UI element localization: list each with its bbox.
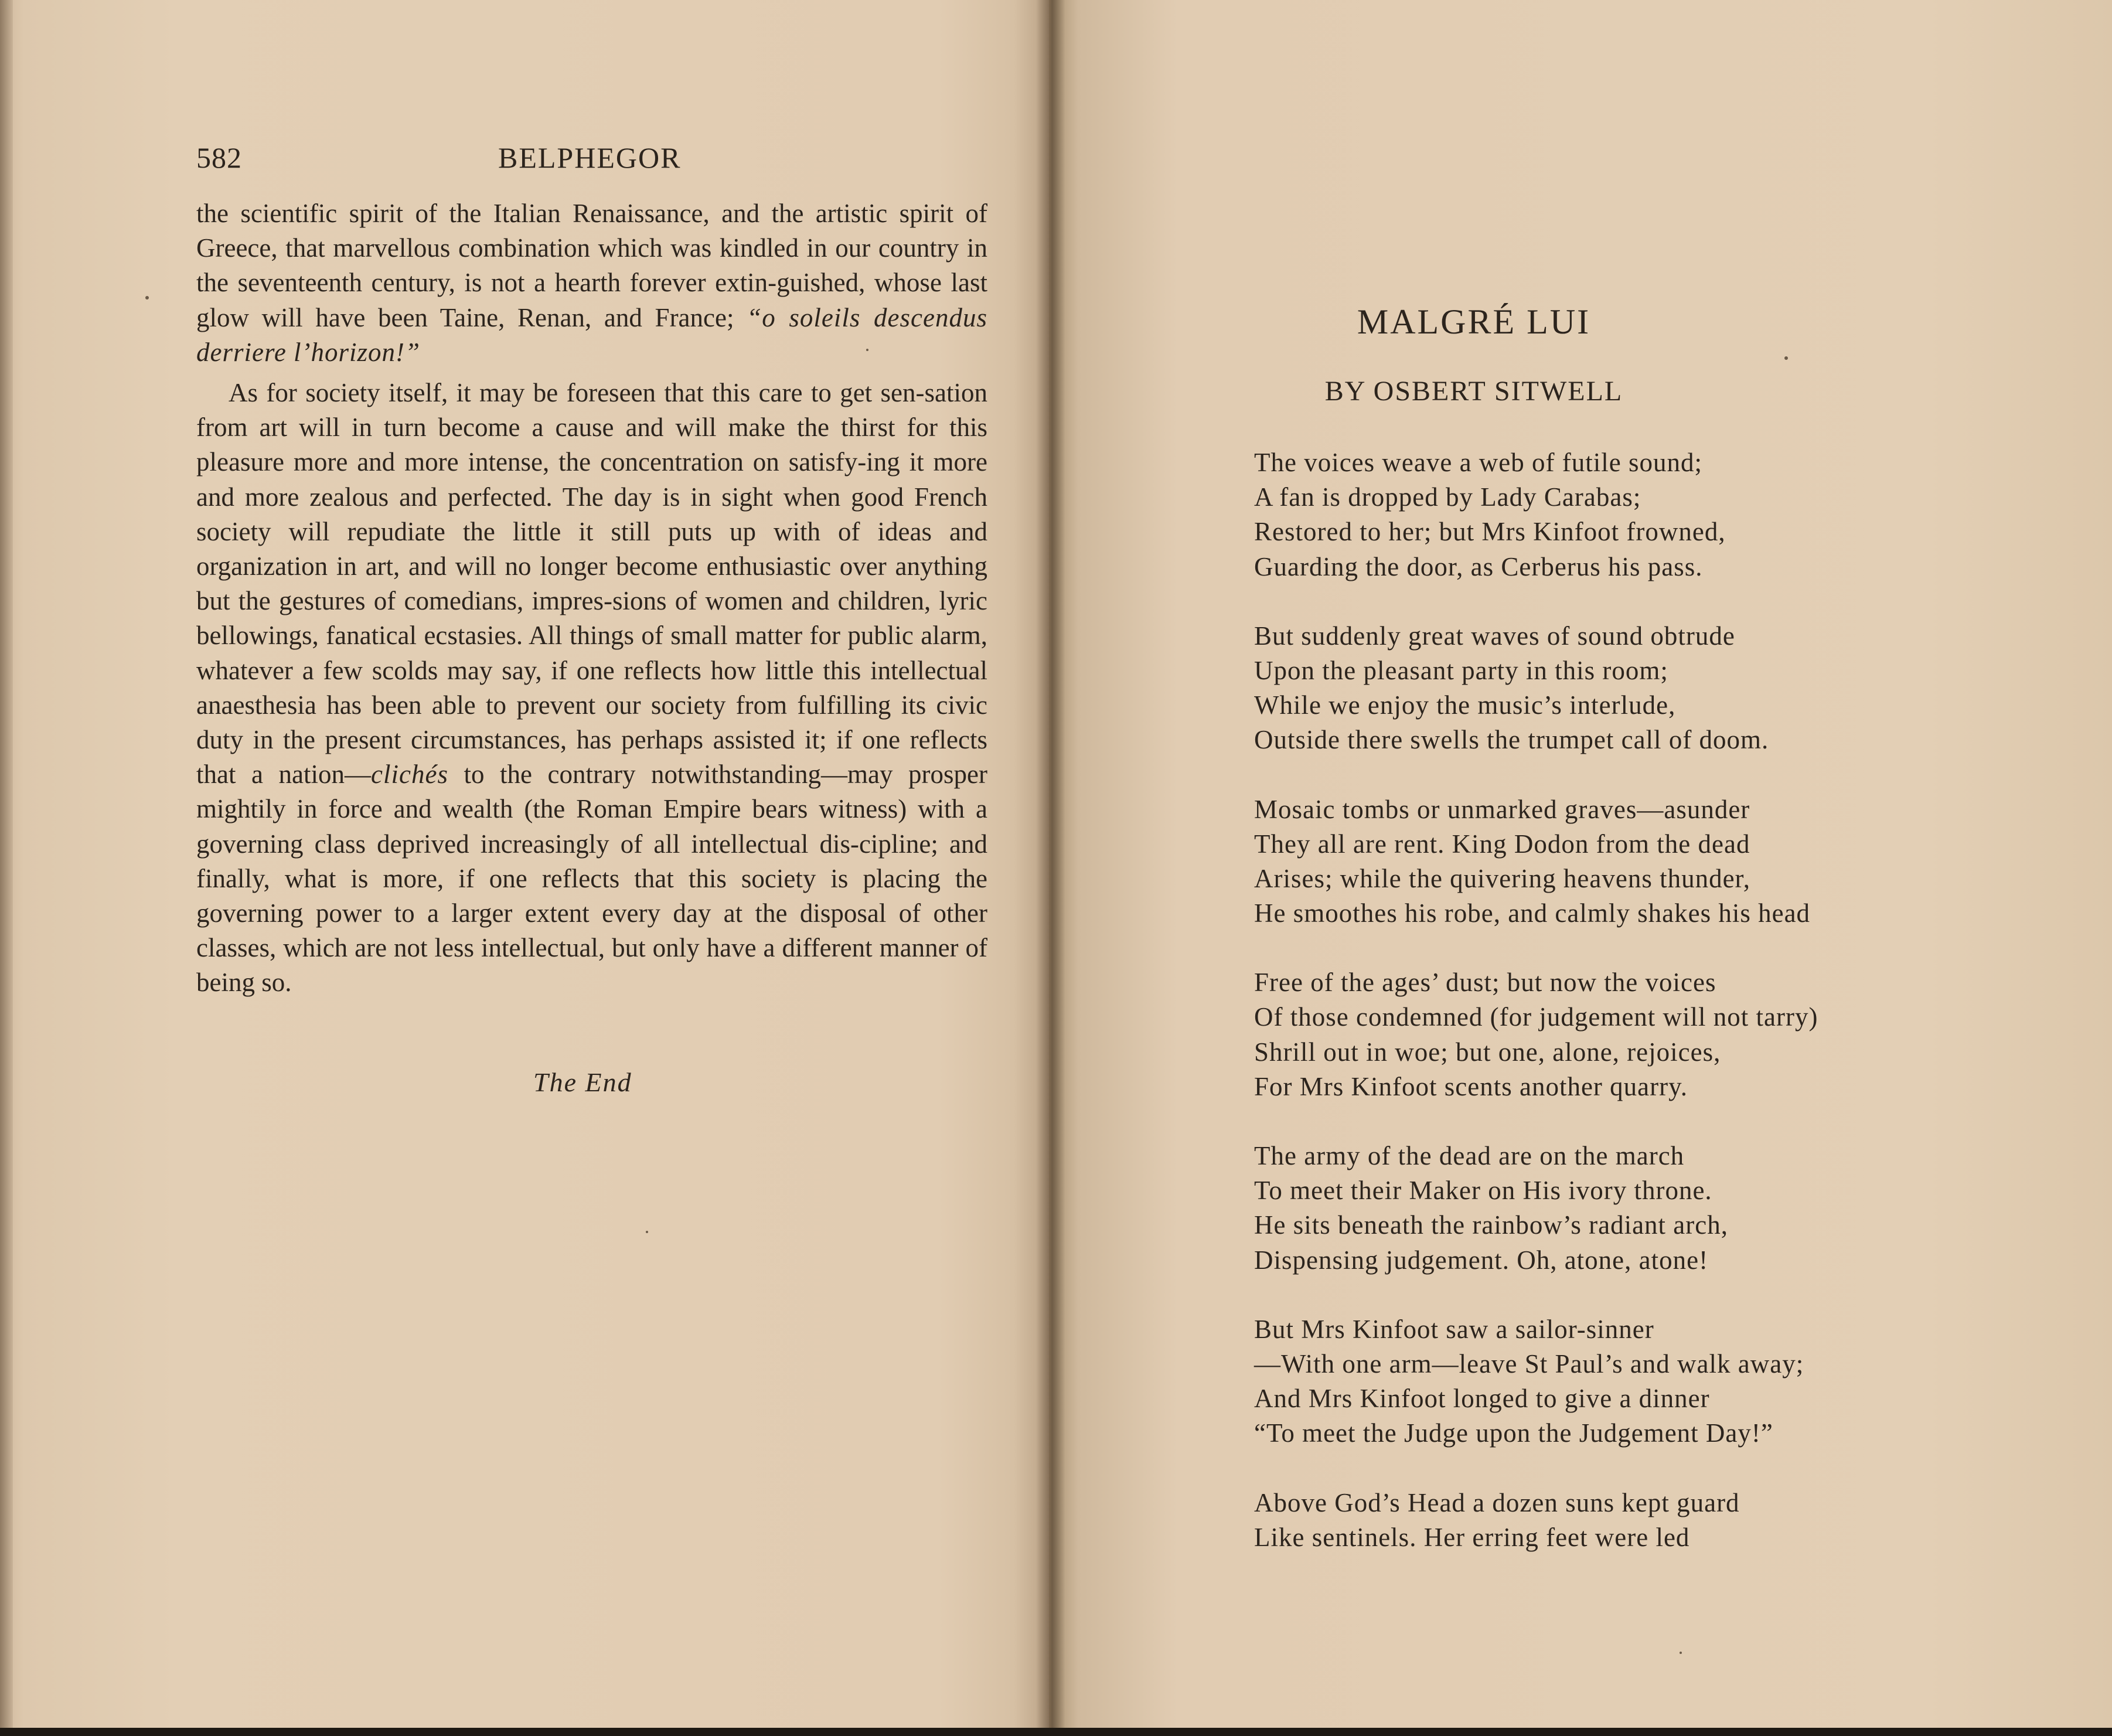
- body-text: [196, 196, 987, 1000]
- running-head: [196, 141, 987, 182]
- verse-line: Free of the ages’ dust; but now the voices: [1254, 968, 1716, 998]
- verse-line: A fan is dropped by Lady Carabas;: [1254, 482, 1641, 512]
- stanza: [1254, 445, 1987, 584]
- verse-line: Outside there swells the trumpet call of doom.: [1254, 725, 1769, 755]
- poem: [1254, 445, 1987, 1589]
- stanza: [1254, 965, 1987, 1104]
- paragraph-continued: [196, 196, 987, 370]
- paragraph-text: the scientific spirit of the Italian Renaissance, and the artistic spirit of Greece, that marvellous combination which was kindled in our country in the seventeenth century, is not a hearth forever extin-guished, whose last glow will have been Taine, Renan, and France;: [196, 199, 987, 332]
- verse-line: —With one arm—leave St Paul’s and walk away;: [1254, 1349, 1804, 1378]
- paragraph-text: As for society itself, it may be foreseen that this care to get sen-sation from art will in turn become a cause and will make the thirst for this pleasure more and more intense, the concentration on satisfy-ing it more and more zealous and perfected. The day is in sight when good French society will repudiate the little it still puts up with of ideas and organization in art, and will no longer become enthusiastic over anything but the gestures of comedians, impres-sions of women and children, lyric bellowings, fanatical ecstasies. All things of small matter for public alarm, whatever a few scolds may say, if one reflects how little this intellectual anaesthesia has been able to prevent our society from fulfilling its civic duty in the present circumstances, has perhaps assisted it; if one reflects that a nation—: [196, 378, 987, 789]
- verse-line: “To meet the Judge upon the Judgement Day!”: [1254, 1418, 1773, 1448]
- verse-line: The army of the dead are on the march: [1254, 1141, 1685, 1170]
- verse-line: But Mrs Kinfoot saw a sailor-sinner: [1254, 1314, 1654, 1344]
- french-quotation: “o soleils descendus derriere l’horizon!”: [196, 302, 988, 367]
- stanza: [1254, 792, 1987, 931]
- stanza: [1254, 1139, 1987, 1278]
- verse-line: Guarding the door, as Cerberus his pass.: [1254, 552, 1703, 581]
- poem-author: BY OSBERT SITWELL: [1324, 376, 1623, 407]
- paragraph: [196, 376, 987, 1000]
- page-number: 582: [196, 141, 242, 174]
- paper-speck: [1784, 356, 1788, 360]
- bottom-background: [0, 1728, 2112, 1736]
- book-gutter: [1036, 0, 1065, 1736]
- stanza: [1254, 1486, 1987, 1555]
- verse-line: Mosaic tombs or unmarked graves—asunder: [1254, 794, 1750, 824]
- verse-line: To meet their Maker on His ivory throne.: [1254, 1176, 1712, 1206]
- paper-speck: [646, 1231, 648, 1233]
- paper-speck: [1680, 1652, 1682, 1654]
- stanza: [1254, 619, 1987, 758]
- verse-line: The voices weave a web of futile sound;: [1254, 448, 1702, 477]
- paragraph-text: to the contrary notwithstanding—may prosper mightily in force and wealth (the Roman Empire bears witness) with a governing class deprived increasingly of all intellectual dis-cipline; and finally, what is more, if one reflects that this society is placing the governing power to a larger extent every day at the disposal of other classes, which are not less intellectual, but only have a different manner of being so.: [196, 760, 987, 998]
- verse-line: And Mrs Kinfoot longed to give a dinner: [1254, 1384, 1710, 1414]
- the-end: The End: [533, 1067, 632, 1097]
- page-edges: [0, 0, 13, 1736]
- verse-line: While we enjoy the music’s interlude,: [1254, 690, 1676, 720]
- verse-line: Restored to her; but Mrs Kinfoot frowned,: [1254, 517, 1726, 547]
- left-page: [0, 0, 1049, 1736]
- paper-speck: [145, 296, 149, 299]
- verse-line: Like sentinels. Her erring feet were led: [1254, 1522, 1690, 1552]
- poem-title: MALGRÉ LUI: [1357, 302, 1591, 341]
- verse-line: Dispensing judgement. Oh, atone, atone!: [1254, 1245, 1709, 1275]
- italic-word: clichés: [371, 760, 448, 789]
- verse-line: They all are rent. King Dodon from the dead: [1254, 829, 1750, 859]
- stanza: [1254, 1312, 1987, 1451]
- verse-line: He sits beneath the rainbow’s radiant arch,: [1254, 1210, 1728, 1240]
- verse-line: Upon the pleasant party in this room;: [1254, 655, 1668, 685]
- paper-speck: [866, 349, 868, 351]
- verse-line: Arises; while the quivering heavens thunder,: [1254, 863, 1750, 893]
- verse-line: Shrill out in woe; but one, alone, rejoices,: [1254, 1037, 1721, 1067]
- verse-line: Above God’s Head a dozen suns kept guard: [1254, 1487, 1740, 1517]
- verse-line: But suddenly great waves of sound obtrude: [1254, 621, 1735, 651]
- verse-line: He smoothes his robe, and calmly shakes his head: [1254, 898, 1811, 928]
- verse-line: Of those condemned (for judgement will not tarry): [1254, 1002, 1818, 1032]
- verse-line: For Mrs Kinfoot scents another quarry.: [1254, 1071, 1688, 1101]
- running-title: BELPHEGOR: [498, 141, 682, 174]
